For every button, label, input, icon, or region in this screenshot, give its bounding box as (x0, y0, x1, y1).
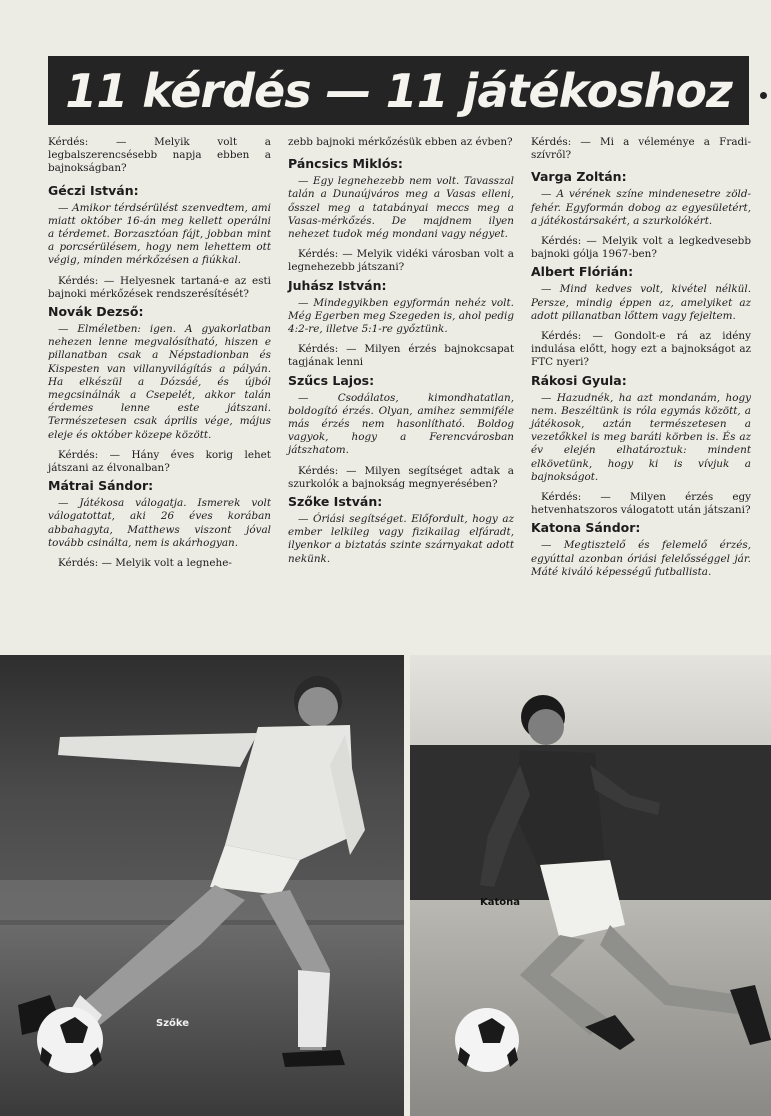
question-text: Kérdés: — Helyesnek tartaná-e az esti bajnoki mérkőzések rendszerésítését? (48, 274, 271, 300)
player-name: Varga Zoltán: (531, 169, 627, 185)
article-column-1 (48, 136, 271, 570)
headline-banner (48, 56, 749, 125)
answer-text: — Amikor térdsérülést szenvedtem, ami miatt október 16-án meg kellett operálni a térdemet. Borzasztóan fájt, jobban mint a porcsérülésem, hogy nem lehettem ott végig, minden mérkőzésen a fiúkkal. (48, 201, 271, 267)
interview-block (531, 264, 751, 323)
page-edge-mark (760, 92, 767, 99)
answer-text: — Mindegyikben egyformán nehéz volt. Még Egerben meg Szegeden is, ahol pedig 4:2-re, illetve 5:1-re győztünk. (288, 296, 514, 336)
photo-caption-szoke: Szőke (156, 1018, 190, 1029)
interview-block (288, 156, 514, 241)
question-text: Kérdés: — Mi a véleménye a Fradi-szívről? (531, 136, 751, 162)
interview-block (531, 520, 751, 579)
player-name: Novák Dezső: (48, 304, 144, 320)
question-text: Kérdés: — Milyen érzés egy hetvenhatszoros válogatott után játszani? (531, 491, 751, 517)
article-column-3 (531, 136, 751, 586)
question-text: Kérdés: — Milyen segítséget adtak a szurkolók a bajnokság megnyerésében? (288, 464, 514, 490)
interview-block (48, 304, 271, 442)
answer-text: — Egy legnehezebb nem volt. Tavasszal talán a Dunaújváros meg a Vasas elleni, ősszel meg a tatabányai meccs meg a Vasas-mérkőzés. De majdnem ilyen nehezet tudok még mondani vagy négyet. (288, 175, 514, 241)
player-name: Páncsics Miklós: (288, 156, 403, 172)
interview-block (48, 478, 271, 550)
question-text: Kérdés: — Gondolt-e rá az idény indulása előtt, hogy ezt a bajnokságot az FTC nyeri? (531, 330, 751, 369)
player-name: Juhász István: (288, 277, 387, 293)
interview-block (531, 169, 751, 228)
player-name: Rákosi Gyula: (531, 372, 627, 388)
answer-text: — Megtisztelő és felemelő érzés, egyúttal azonban óriási felelősséggel jár. Máté kiváló képességű futballista. (531, 539, 751, 578)
player-name: Szőke István: (288, 494, 383, 510)
interview-block (288, 278, 514, 337)
question-text: Kérdés: — Hány éves korig lehet játszani az élvonalban? (48, 448, 271, 475)
answer-text: — Játékosa válogatja. Ismerek volt válogatottat, aki 26 éves korában abbahagyta, Matthews viszont jóval tovább csinálta, nem is akárhogyan. (48, 497, 271, 549)
answer-text: — Hazudnék, ha azt mondanám, hogy nem. Beszéltünk is róla egymás között, a játékosok, aztán természetesen a vezetőkkel is meg baráti körben is. És az év elején elhatároztuk: mindent elkövetünk, hogy ki is vívjuk a bajnokságot. (531, 391, 751, 483)
answer-text: — Csodálatos, kimondhatatlan, boldogító érzés. Olyan, amihez semmiféle más érzés nem hasonlítható. Boldog vagyok, hogy a Ferencvárosban játszhatom. (288, 391, 514, 457)
player-name: Géczi István: (48, 182, 139, 198)
interview-block (288, 494, 514, 566)
player-photo-katona (410, 655, 771, 1116)
answer-text: — Óriási segítséget. Előfordult, hogy az ember lelkileg vagy fizikailag elfáradt, ilyenkor a biztatás szinte szárnyakat adott nekünk. (288, 513, 514, 565)
answer-text: — Elméletben: igen. A gyakorlatban nehezen lenne megvalósítható, hiszen e pillanatban csak a Népstadionban és Kispesten van villanyvilágítás a pályán. Ha elkészül a Dózsáé, és újból megcsinálnák a Csepelét, akkor talán érdemes lenne este játszani. Természetesen csak április vége, május eleje és október közepe között. (48, 323, 271, 441)
player-photo-szoke (0, 655, 404, 1116)
interview-block (48, 183, 271, 268)
question-continued-text: zebb bajnoki mérkőzésük ebben az évben? (288, 136, 513, 148)
photo-caption-katona: Katona (480, 897, 521, 908)
question-text: Kérdés: — Melyik volt a legbalszerencsésebb napja ebben a bajnokságban? (48, 136, 271, 175)
question-text: Kérdés: — Melyik volt a legkedvesebb bajnoki gólja 1967-ben? (531, 235, 751, 261)
article-column-2 (288, 136, 514, 573)
player-name: Mátrai Sándor: (48, 478, 154, 494)
interview-block (531, 373, 751, 484)
interview-block (288, 373, 514, 458)
question-text: Kérdés: — Melyik volt a legnehe- (58, 557, 232, 570)
headline-title: 11 kérdés — 11 játékoshoz (65, 63, 732, 118)
player-name: Szűcs Lajos: (288, 372, 375, 388)
player-name: Katona Sándor: (531, 520, 641, 536)
answer-text: — Mind kedves volt, kivétel nélkül. Persze, mindig éppen az, amelyiket az adott pillanatban lőttem vagy fejeltem. (531, 283, 751, 322)
player-name: Albert Flórián: (531, 264, 634, 280)
question-text: Kérdés: — Milyen érzés bajnokcsapat tagjának lenni (288, 343, 514, 369)
answer-text: — A vérének színe mindenesetre zöld-fehér. Egyformán dobog az egyesületért, a játékostársakért, a szurkolókért. (531, 188, 751, 227)
question-text: Kérdés: — Melyik vidéki városban volt a legnehezebb játszani? (288, 248, 514, 274)
